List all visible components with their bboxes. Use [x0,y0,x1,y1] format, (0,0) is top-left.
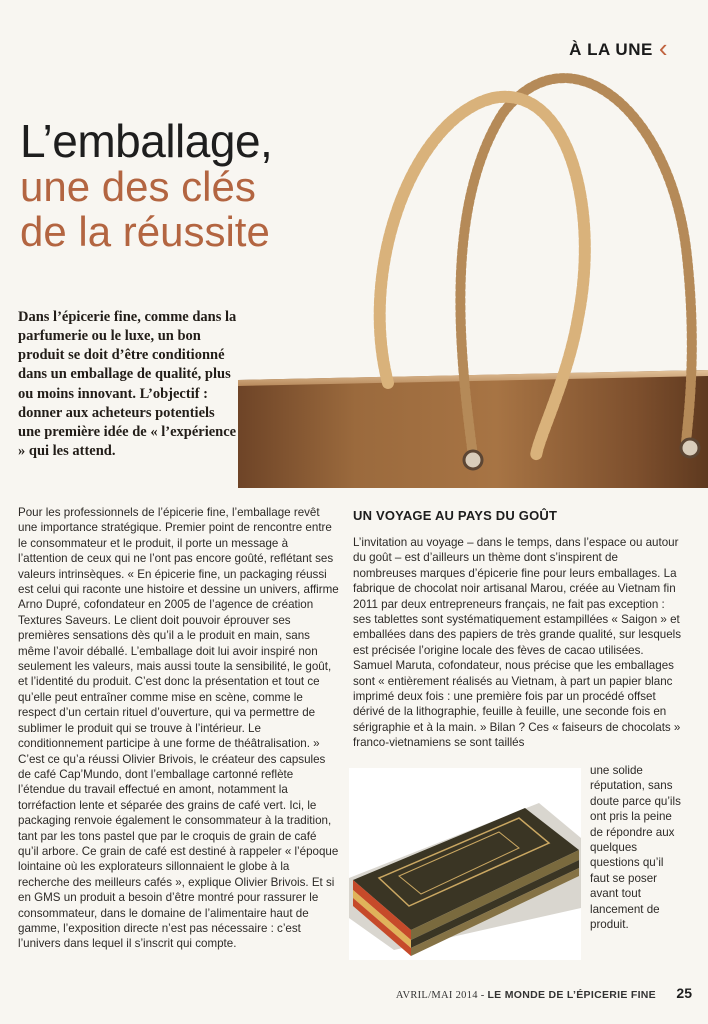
section-heading: UN VOYAGE AU PAYS DU GOÛT [353,508,558,523]
page-number: 25 [676,985,692,1001]
title-line-2: une des clés [20,163,256,210]
article-body-continuation: une solide réputation, sans doute parce qu’ils ont pris la peine de répondre aux quelques questions qu’il faut se poser avant tout lancement de produit. [590,764,681,932]
shopping-bag-image [238,58,708,488]
title-line-3: de la réussite [20,208,270,256]
magazine-name: LE MONDE DE L’ÉPICERIE FINE [487,989,656,1001]
chocolate-bars-image [349,768,581,960]
issue-date: AVRIL/MAI 2014 - [395,990,488,1001]
lead-paragraph: Dans l’épicerie fine, comme dans la parfumerie ou le luxe, un bon produit se doit d’être conditionné dans un emballage de qualité, plus ou moins innovant. L’objectif : donner aux acheteurs potentiels une première idée de « l’expérience » qui les attend. [18,309,237,459]
article-body-right: L’invitation au voyage – dans le temps, dans l’espace ou autour du goût – est d’ailleurs un thème dont s’inspirent de nombreuses marques d’épicerie fine pour leurs emballages. La fabrique de chocolat noir artisanal Marou, créée au Vietnam fin 2011 par deux entrepreneurs français, ne fait pas exception : ses tablettes sont systématiquement estampillées « Saigon » et emballées dans des papiers de très grande qualité, sur lesquels est précisée l’origine locale des fèves de cacao utilisées. Samuel Maruta, cofondateur, nous précise que les emballages sont « entièrement réalisés au Vietnam, à part un papier blanc imprimé deux fois : une première fois par un procédé offset dérivé de la lithographie, feuille à feuille, une seconde fois en sérigraphie et à la main. » Bilan ? Ces « faiseurs de chocolats » franco-vietnamiens se sont taillés [353,536,682,750]
grommet-left [464,451,482,469]
article-body-left: Pour les professionnels de l’épicerie fine, l’emballage revêt une importance stratégique. Premier point de rencontre entre le consommateur et le produit, il porte un message à l’attention de ceux qui ne l’ont pas encore goûté, reflétant ses valeurs intrinsèques. « En épicerie fine, un packaging réussi est celui qui raconte une histoire et dessine un univers, affirme Arno Dupré, cofondateur en 2005 de l’agence de création Textures Saveurs. Le client doit pouvoir éprouver ses premières sensations dès qu’il a le produit en main, sans même l’avoir déballé. L’emballage doit lui avoir inspiré non seulement les valeurs, mais aussi toute la sensibilité, le goût, et l’identité du produit. C’est donc la présentation et tout ce qu’elle peut entraîner comme mise en scène, comme le respect d’un certain rituel d’ouverture, qui va permettre de sublimer le produit qui se trouve à l’intérieur. Le conditionnement participe à une forme de théâtralisation. » C’est ce qu’a réussi Olivier Brivois, le créateur des capsules de café Cap’Mundo, dont l’emballage cartonné reflète l’étendue du travail effectué en amont, notamment la torréfaction lente et séparée des grains de café vert. Ici, le packaging renvoie également le consommateur à la tradition, tant par les tons pastel que par le croquis de grain de café qu’il arbore. Ce grain de café est destiné à rappeler « l’époque lointaine où les explorateurs sillonnaient le globe à la recherche des meilleurs cafés », explique Olivier Brivois. Et si en GMS un produit a besoin d’être montré pour rassurer le consommateur, dans le domaine de l’alimentaire haut de gamme, l’exposition directe n’est pas nécessaire : c’est l’univers dans lequel il s’inscrit qui compte. [18,506,339,951]
section-label: À LA UNE [569,39,653,59]
chevron-left-icon: ‹ [658,33,668,63]
page-footer [396,989,656,1001]
title-line-1: L’emballage, [20,115,273,167]
grommet-right [681,439,699,457]
